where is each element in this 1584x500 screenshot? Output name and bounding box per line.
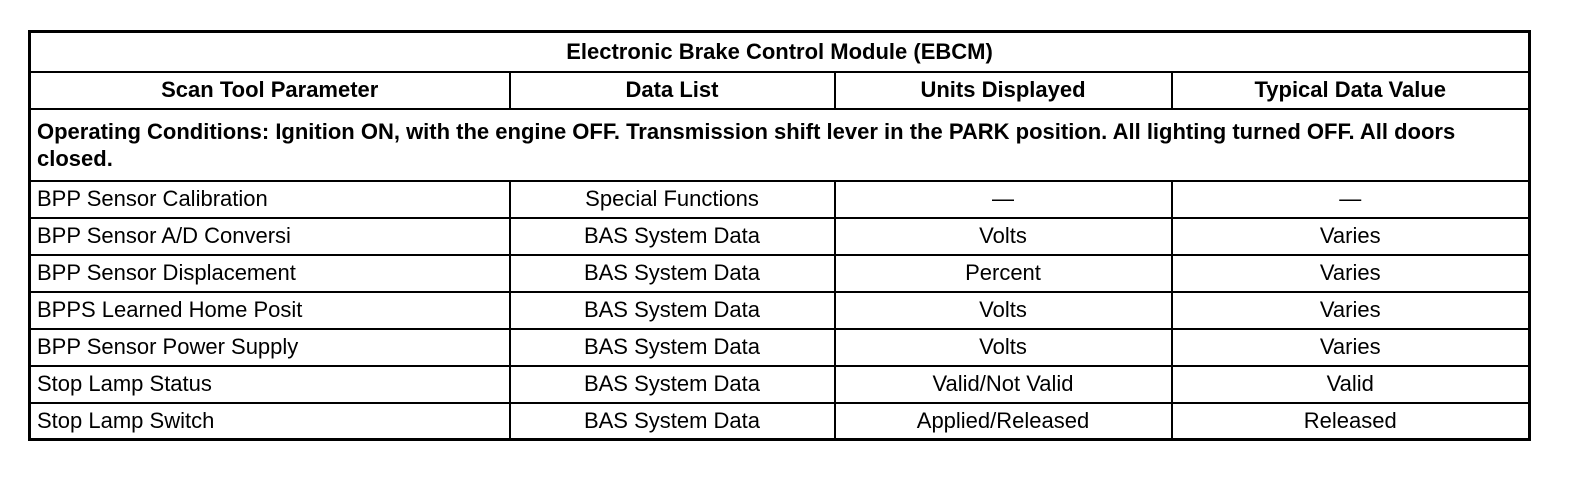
table-row — [30, 366, 1530, 403]
typical-value-cell: — — [1172, 181, 1530, 218]
parameter-cell: BPPS Learned Home Posit — [30, 292, 510, 329]
parameter-cell: BPP Sensor Displacement — [30, 255, 510, 292]
header-data-list: Data List — [510, 72, 835, 109]
operating-conditions: Operating Conditions: Ignition ON, with the engine OFF. Transmission shift lever in the PARK position. All lighting turned OFF. All doors closed. — [30, 109, 1530, 181]
parameter-cell: BPP Sensor A/D Conversi — [30, 218, 510, 255]
units-cell: Volts — [835, 292, 1172, 329]
header-row — [30, 72, 1530, 109]
data-list-cell: BAS System Data — [510, 403, 835, 440]
operating-conditions-row — [30, 109, 1530, 181]
table-row — [30, 403, 1530, 440]
data-list-cell: BAS System Data — [510, 329, 835, 366]
data-list-cell: Special Functions — [510, 181, 835, 218]
data-list-cell: BAS System Data — [510, 292, 835, 329]
header-units-displayed: Units Displayed — [835, 72, 1172, 109]
data-list-cell: BAS System Data — [510, 366, 835, 403]
units-cell: Valid/Not Valid — [835, 366, 1172, 403]
typical-value-cell: Valid — [1172, 366, 1530, 403]
header-typical-data-value: Typical Data Value — [1172, 72, 1530, 109]
units-cell: Volts — [835, 329, 1172, 366]
units-cell: Applied/Released — [835, 403, 1172, 440]
parameter-cell: BPP Sensor Calibration — [30, 181, 510, 218]
parameter-cell: BPP Sensor Power Supply — [30, 329, 510, 366]
data-list-cell: BAS System Data — [510, 218, 835, 255]
table-row — [30, 255, 1530, 292]
typical-value-cell: Varies — [1172, 255, 1530, 292]
data-list-cell: BAS System Data — [510, 255, 835, 292]
units-cell: Percent — [835, 255, 1172, 292]
typical-value-cell: Varies — [1172, 218, 1530, 255]
table-row — [30, 181, 1530, 218]
table-row — [30, 218, 1530, 255]
units-cell: — — [835, 181, 1172, 218]
title-row — [30, 32, 1530, 72]
ebcm-data-table — [28, 30, 1531, 441]
parameter-cell: Stop Lamp Switch — [30, 403, 510, 440]
header-scan-tool-parameter: Scan Tool Parameter — [30, 72, 510, 109]
table-row — [30, 329, 1530, 366]
parameter-cell: Stop Lamp Status — [30, 366, 510, 403]
units-cell: Volts — [835, 218, 1172, 255]
typical-value-cell: Varies — [1172, 292, 1530, 329]
typical-value-cell: Varies — [1172, 329, 1530, 366]
table-row — [30, 292, 1530, 329]
typical-value-cell: Released — [1172, 403, 1530, 440]
table-title: Electronic Brake Control Module (EBCM) — [30, 32, 1530, 72]
